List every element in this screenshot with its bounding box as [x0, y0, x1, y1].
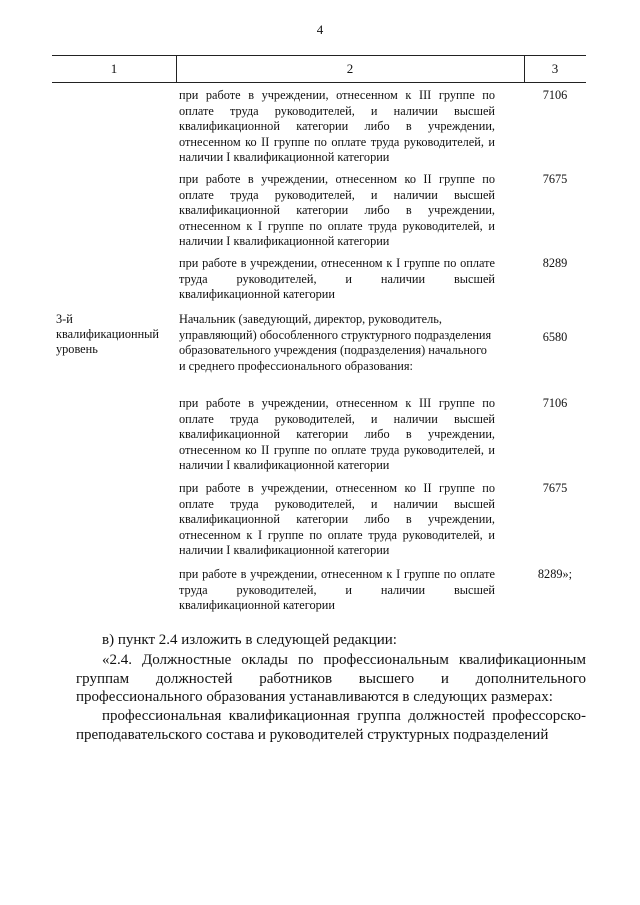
- qualification-level: 3-й квалификационный уровень: [56, 312, 160, 356]
- salary-value: 7675: [542, 172, 568, 186]
- salary-value: 7106: [542, 396, 568, 410]
- header-col-1: 1: [110, 61, 118, 76]
- salary-value: 8289: [542, 256, 568, 270]
- header-col-3: 3: [551, 61, 559, 76]
- salary-value: 7675: [542, 481, 568, 495]
- salary-value: 7106: [542, 88, 568, 102]
- table-row: [52, 396, 586, 476]
- group-heading-paragraph: профессиональная квалификационная группа должностей профессорско-преподавательского состава и руководителей структурных подразделений: [76, 708, 586, 743]
- amendment-paragraph: в) пункт 2.4 изложить в следующей редакции:: [102, 632, 397, 648]
- salary-value: 6580: [542, 330, 568, 344]
- column-divider: [176, 56, 177, 82]
- table-row: [52, 312, 586, 392]
- position-description: при работе в учреждении, отнесенном ко II группе по оплате труда руководителей, и наличии высшей квалификационной категории либо в учреждении, отнесенном к I группе по оплате труда руководителей, и наличии I квалификационной категории: [179, 481, 495, 558]
- page-number: 4: [316, 22, 324, 37]
- salary-value: 8289»;: [537, 567, 573, 581]
- salary-table: [52, 55, 586, 613]
- header-col-2: 2: [346, 61, 354, 76]
- table-row: [52, 172, 586, 252]
- table-row: [52, 256, 586, 306]
- clause-paragraph: «2.4. Должностные оклады по профессиональным квалификационным группам должностей работников высшего и дополнительного профессионального образования устанавливаются в следующих размерах:: [76, 652, 586, 705]
- table-header: [52, 55, 586, 83]
- table-row: [52, 481, 586, 561]
- position-description: Начальник (заведующий, директор, руководитель, управляющий) обособленного структурного подразделения образовательного учреждения (подразделения) начального и среднего профессионального образования:: [179, 312, 492, 373]
- table-row: [52, 567, 586, 617]
- column-divider: [524, 56, 525, 82]
- position-description: при работе в учреждении, отнесенном к III группе по оплате труда руководителей, и наличии высшей квалификационной категории либо в учреждении, отнесенном ко II группе по оплате труда руководителей, и наличии I квалификационной категории: [179, 88, 495, 165]
- position-description: при работе в учреждении, отнесенном к I группе по оплате труда руководителей, и наличии высшей квалификационной категории: [179, 567, 495, 613]
- position-description: при работе в учреждении, отнесенном ко II группе по оплате труда руководителей, и наличии высшей квалификационной категории либо в учреждении, отнесенном к I группе по оплате труда руководителей, и наличии I квалификационной категории: [179, 172, 495, 249]
- position-description: при работе в учреждении, отнесенном к I группе по оплате труда руководителей, и наличии высшей квалификационной категории: [179, 256, 495, 302]
- position-description: при работе в учреждении, отнесенном к III группе по оплате труда руководителей, и наличии высшей квалификационной категории либо в учреждении, отнесенном ко II группе по оплате труда руководителей, и наличии I квалификационной категории: [179, 396, 495, 473]
- table-row: [52, 88, 586, 168]
